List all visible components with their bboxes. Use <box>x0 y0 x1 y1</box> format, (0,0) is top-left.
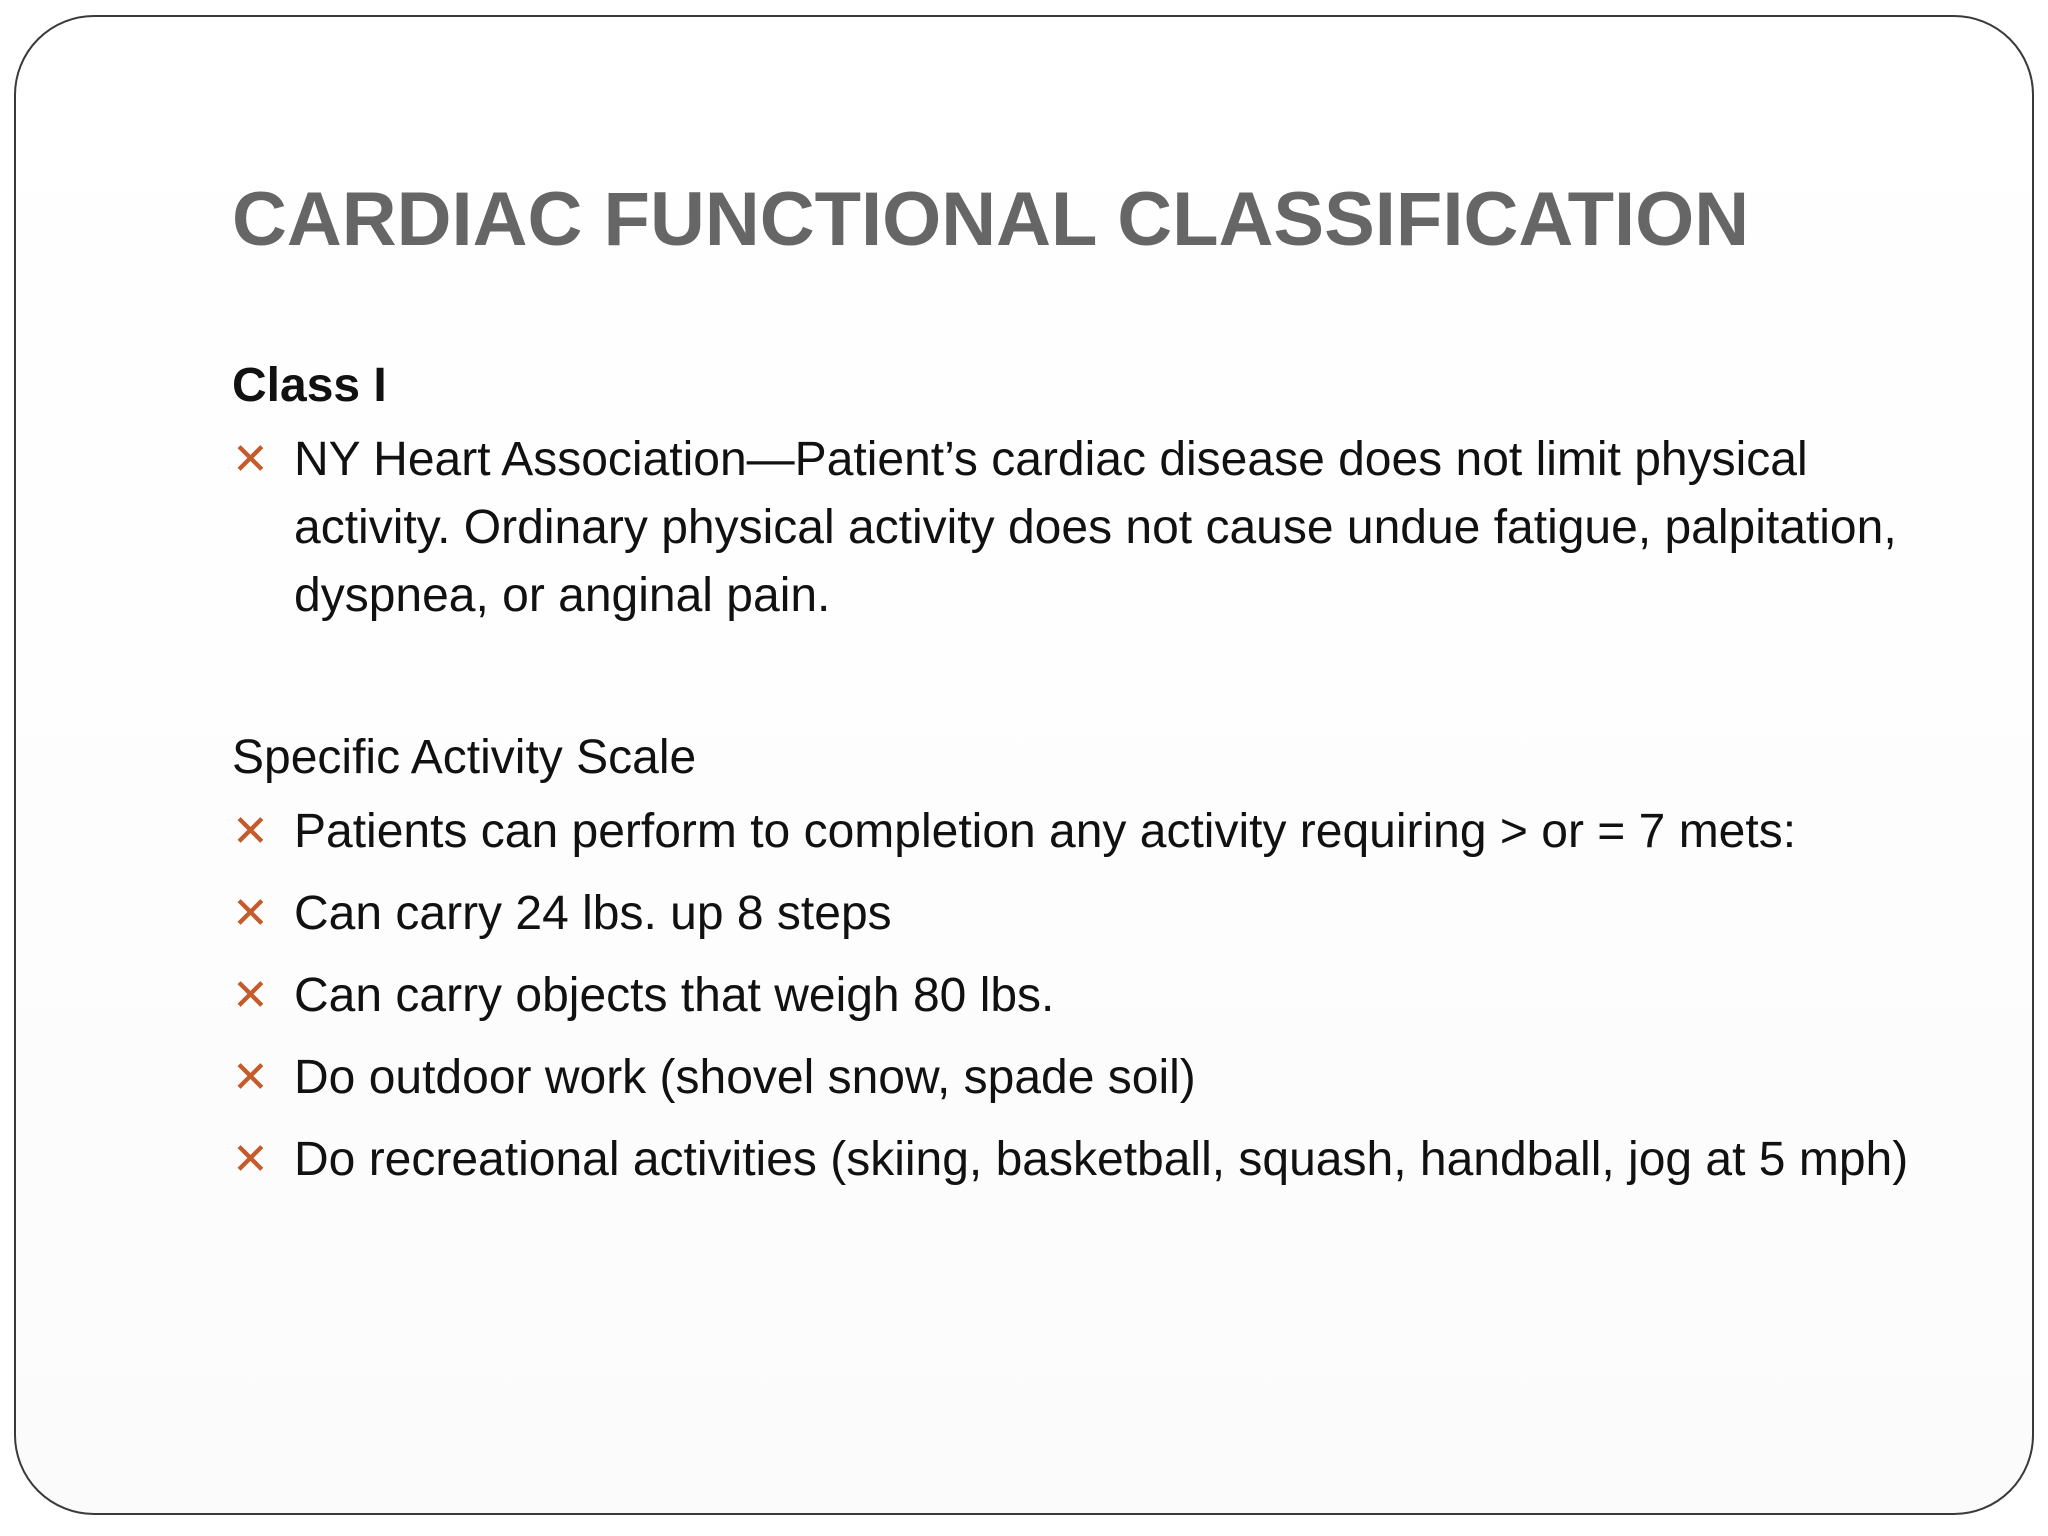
bullet-text: Can carry 24 lbs. up 8 steps <box>294 887 892 940</box>
slide-content <box>232 352 1972 1208</box>
bullet-text: Do outdoor work (shovel snow, spade soil) <box>294 1051 1196 1104</box>
section-spacer <box>232 644 1972 724</box>
list-item <box>232 1126 1972 1194</box>
list-item <box>232 880 1972 948</box>
list-item <box>232 1044 1972 1112</box>
bullet-text: NY Heart Association—Patient’s cardiac disease does not limit physical activity. Ordinary physical activity does not cause undue fatigue, palpitation, dyspnea, or anginal pain. <box>294 433 1897 622</box>
section-heading-activity-scale: Specific Activity Scale <box>232 731 697 784</box>
class-i-bullet-list <box>232 426 1972 630</box>
x-mark-icon: ✕ <box>232 970 269 1021</box>
bullet-text: Can carry objects that weigh 80 lbs. <box>294 969 1055 1022</box>
list-item <box>232 426 1972 630</box>
x-mark-icon: ✕ <box>232 434 269 485</box>
bullet-text: Patients can perform to completion any activity requiring > or = 7 mets: <box>294 805 1797 858</box>
section-heading-class-i: Class I <box>232 359 387 412</box>
bullet-text: Do recreational activities (skiing, basketball, squash, handball, jog at 5 mph) <box>294 1133 1909 1186</box>
slide-title: CARDIAC FUNCTIONAL CLASSIFICATION <box>232 177 1750 262</box>
x-mark-icon: ✕ <box>232 806 269 857</box>
x-mark-icon: ✕ <box>232 1134 269 1185</box>
list-item <box>232 962 1972 1030</box>
slide-frame <box>14 15 2034 1515</box>
activity-scale-bullet-list <box>232 798 1972 1194</box>
list-item <box>232 798 1972 866</box>
x-mark-icon: ✕ <box>232 888 269 939</box>
x-mark-icon: ✕ <box>232 1052 269 1103</box>
